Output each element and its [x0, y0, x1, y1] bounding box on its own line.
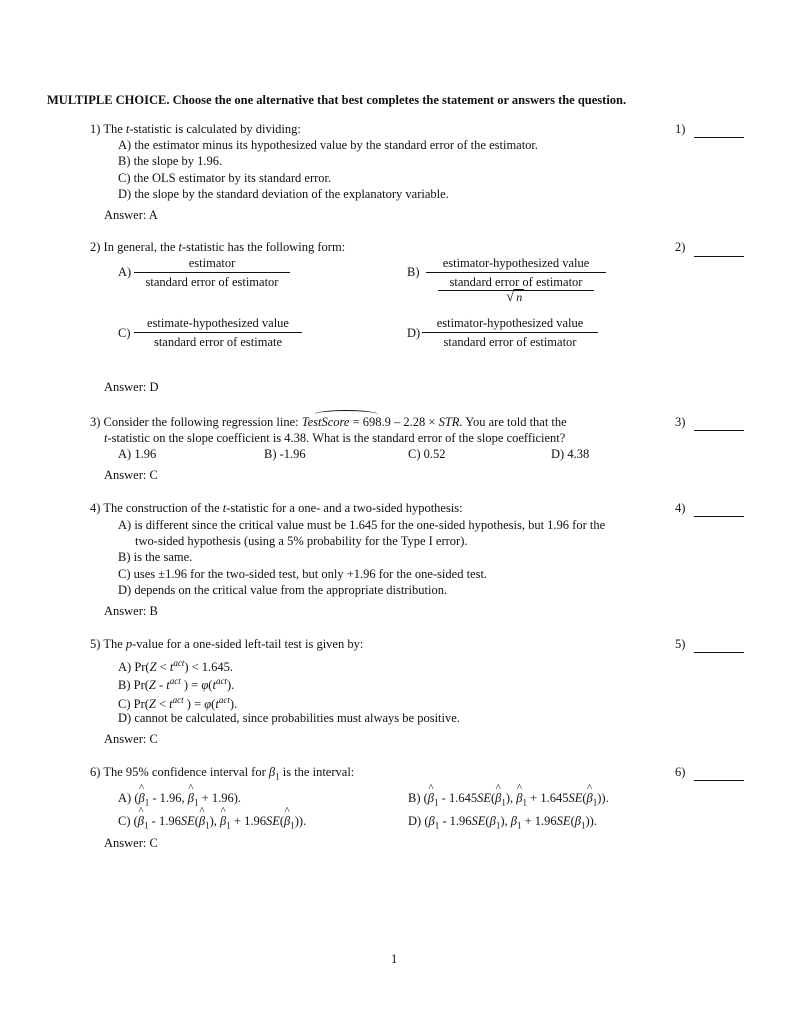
q1-side-number: 1): [675, 122, 686, 136]
question-3-stem-line-1: 3) Consider the following regression line: TestScore = 698.9 – 2.28 × STR. You are told that the: [90, 415, 567, 429]
q2-option-b-sqrt: √ n: [506, 289, 523, 305]
q6-option-a[interactable]: A) (^ $\beta_1 - 1.96$, ^ $\beta_1 + 1.96$).: [118, 790, 241, 811]
question-6-stem: 6) The 95% confidence interval for $\beta_1$ is the interval:: [90, 765, 355, 782]
q4-answer-blank[interactable]: [694, 502, 744, 517]
q3-option-d[interactable]: D) 4.38: [551, 447, 590, 461]
q3-option-a[interactable]: A) 1.96: [118, 447, 157, 461]
q2-answer: Answer: D: [104, 380, 159, 394]
q5-side-number: 5): [675, 637, 686, 651]
q2-option-b-fraction[interactable]: estimator-hypothesized value standard error of estimator: [426, 256, 606, 290]
q1-option-c[interactable]: C) the OLS estimator by its standard error.: [118, 171, 332, 185]
q3-option-b[interactable]: B) -1.96: [264, 447, 306, 461]
q4-option-c[interactable]: C) uses ±1.96 for the two-sided test, but only +1.96 for the one-sided test.: [118, 567, 488, 581]
q2-option-a-fraction[interactable]: estimator standard error of estimator: [134, 256, 290, 290]
testscore-hat-arc: [314, 410, 378, 419]
q3-answer-blank[interactable]: [694, 416, 744, 431]
page-number: 1: [391, 952, 398, 966]
q1-option-b[interactable]: B) the slope by 1.96.: [118, 154, 223, 168]
q5-option-d[interactable]: D) cannot be calculated, since probabilities must always be positive.: [118, 711, 460, 725]
q4-option-a-line-2[interactable]: two-sided hypothesis (using a 5% probability for the Type I error).: [135, 534, 468, 548]
q6-option-b[interactable]: B) (^ $\beta_1$ - 1.645SE(^ $\beta_1$), ^ $\beta_1$ + 1.645SE(^ $\beta_1$)).: [408, 790, 609, 811]
q2-option-d-label[interactable]: D): [407, 326, 421, 340]
q2-side-number: 2): [675, 240, 686, 254]
q1-answer: Answer: A: [104, 208, 158, 222]
q4-option-b[interactable]: B) is the same.: [118, 550, 193, 564]
q1-option-d[interactable]: D) the slope by the standard deviation of the explanatory variable.: [118, 187, 449, 201]
q2-option-c-fraction[interactable]: estimate-hypothesized value standard error of estimate: [134, 316, 302, 350]
q5-answer-blank[interactable]: [694, 638, 744, 653]
question-3-stem-line-2: t-statistic on the slope coefficient is 4.38. What is the standard error of the slope coefficient?: [104, 431, 566, 445]
q6-side-number: 6): [675, 765, 686, 779]
q3-option-c[interactable]: C) 0.52: [408, 447, 446, 461]
question-5-stem: 5) The p-value for a one-sided left-tail test is given by:: [90, 637, 364, 651]
q4-side-number: 4): [675, 501, 686, 515]
q2-option-a-label[interactable]: A): [118, 265, 132, 279]
question-4-stem: 4) The construction of the t-statistic for a one- and a two-sided hypothesis:: [90, 501, 463, 515]
section-header: MULTIPLE CHOICE. Choose the one alternative that best completes the statement or answers the question.: [47, 93, 627, 107]
q5-option-a[interactable]: A) $Pr(Z < t^{act}) < 1.645$.: [118, 658, 234, 675]
q5-answer: Answer: C: [104, 732, 158, 746]
q6-option-d[interactable]: D) ($\beta_1 - 1.96SE(\beta_1)$, $\beta_1 + 1.96SE(\beta_1)$).: [408, 814, 597, 831]
q2-option-b-label[interactable]: B): [407, 265, 420, 279]
question-2-stem: 2) In general, the t-statistic has the following form:: [90, 240, 346, 254]
q3-answer: Answer: C: [104, 468, 158, 482]
q5-option-c[interactable]: C) $Pr(Z < t^{act}$ ) = $\varphi(t^{act})$.: [118, 695, 238, 712]
q6-answer: Answer: C: [104, 836, 158, 850]
testscore-hat: TestScore: [301, 415, 350, 429]
q4-option-d[interactable]: D) depends on the critical value from the appropriate distribution.: [118, 583, 448, 597]
q2-answer-blank[interactable]: [694, 242, 744, 257]
q3-side-number: 3): [675, 415, 686, 429]
q4-answer: Answer: B: [104, 604, 158, 618]
question-1-stem: 1) The t-statistic is calculated by dividing:: [90, 122, 301, 136]
q1-answer-blank[interactable]: [694, 123, 744, 138]
q6-option-c[interactable]: C) (^ $\beta_1$ - 1.96SE(^ $\beta_1$), ^ $\beta_1$ + 1.96SE(^ $\beta_1$)).: [118, 813, 306, 834]
q5-option-b[interactable]: B) $Pr(Z - t^{act}$ ) = $\varphi(t^{act})$.: [118, 676, 235, 693]
q4-option-a-line-1[interactable]: A) is different since the critical value must be 1.645 for the one-sided hypothesis, but 1.96 for the: [118, 518, 606, 532]
q2-option-c-label[interactable]: C): [118, 326, 131, 340]
q1-option-a[interactable]: A) the estimator minus its hypothesized value by the standard error of the estimator.: [118, 138, 539, 152]
q6-answer-blank[interactable]: [694, 766, 744, 781]
q2-option-d-fraction[interactable]: estimator-hypothesized value standard error of estimator: [422, 316, 598, 350]
